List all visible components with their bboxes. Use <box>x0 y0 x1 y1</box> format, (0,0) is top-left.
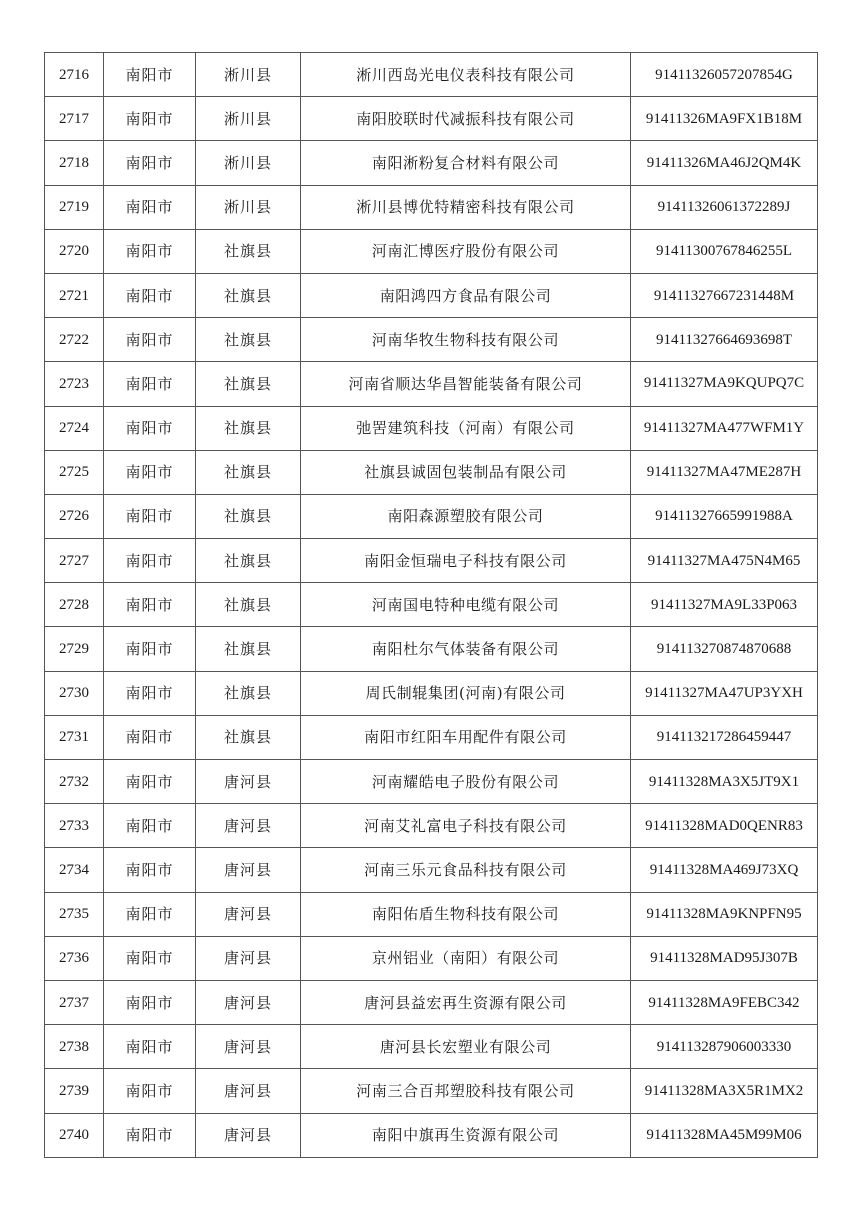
credit-code-cell: 91411328MAD0QENR83 <box>631 804 818 848</box>
table-row <box>45 53 818 97</box>
company-name-cell: 河南华牧生物科技有限公司 <box>301 318 631 362</box>
row-number: 2727 <box>45 539 104 583</box>
county-cell: 唐河县 <box>196 848 301 892</box>
county-cell: 社旗县 <box>196 229 301 273</box>
county-cell: 唐河县 <box>196 804 301 848</box>
credit-code-cell: 914113287906003330 <box>631 1025 818 1069</box>
row-number: 2737 <box>45 980 104 1024</box>
row-number: 2736 <box>45 936 104 980</box>
county-cell: 唐河县 <box>196 892 301 936</box>
county-cell: 社旗县 <box>196 318 301 362</box>
company-name-cell: 唐河县长宏塑业有限公司 <box>301 1025 631 1069</box>
city-cell: 南阳市 <box>104 318 196 362</box>
company-name-cell: 南阳森源塑胶有限公司 <box>301 494 631 538</box>
city-cell: 南阳市 <box>104 848 196 892</box>
county-cell: 唐河县 <box>196 760 301 804</box>
row-number: 2726 <box>45 494 104 538</box>
city-cell: 南阳市 <box>104 53 196 97</box>
table-row <box>45 362 818 406</box>
city-cell: 南阳市 <box>104 450 196 494</box>
table-row <box>45 229 818 273</box>
city-cell: 南阳市 <box>104 539 196 583</box>
table-row <box>45 318 818 362</box>
table-body <box>45 53 818 1158</box>
row-number: 2717 <box>45 97 104 141</box>
company-name-cell: 河南耀皓电子股份有限公司 <box>301 760 631 804</box>
county-cell: 唐河县 <box>196 1025 301 1069</box>
row-number: 2720 <box>45 229 104 273</box>
credit-code-cell: 91411327665991988A <box>631 494 818 538</box>
county-cell: 淅川县 <box>196 97 301 141</box>
table-row <box>45 804 818 848</box>
row-number: 2734 <box>45 848 104 892</box>
credit-code-cell: 91411328MA9FEBC342 <box>631 980 818 1024</box>
city-cell: 南阳市 <box>104 273 196 317</box>
credit-code-cell: 914113217286459447 <box>631 715 818 759</box>
city-cell: 南阳市 <box>104 804 196 848</box>
company-name-cell: 南阳中旗再生资源有限公司 <box>301 1113 631 1157</box>
row-number: 2724 <box>45 406 104 450</box>
city-cell: 南阳市 <box>104 760 196 804</box>
company-name-cell: 唐河县益宏再生资源有限公司 <box>301 980 631 1024</box>
city-cell: 南阳市 <box>104 362 196 406</box>
county-cell: 淅川县 <box>196 185 301 229</box>
city-cell: 南阳市 <box>104 406 196 450</box>
row-number: 2723 <box>45 362 104 406</box>
company-name-cell: 淅川西岛光电仪表科技有限公司 <box>301 53 631 97</box>
county-cell: 唐河县 <box>196 980 301 1024</box>
company-name-cell: 京州铝业（南阳）有限公司 <box>301 936 631 980</box>
company-name-cell: 河南艾礼富电子科技有限公司 <box>301 804 631 848</box>
credit-code-cell: 91411327MA477WFM1Y <box>631 406 818 450</box>
credit-code-cell: 91411327664693698T <box>631 318 818 362</box>
credit-code-cell: 91411328MA9KNPFN95 <box>631 892 818 936</box>
table-row <box>45 715 818 759</box>
company-name-cell: 南阳金恒瑞电子科技有限公司 <box>301 539 631 583</box>
county-cell: 社旗县 <box>196 362 301 406</box>
county-cell: 淅川县 <box>196 53 301 97</box>
credit-code-cell: 91411327MA475N4M65 <box>631 539 818 583</box>
city-cell: 南阳市 <box>104 892 196 936</box>
credit-code-cell: 91411327MA47ME287H <box>631 450 818 494</box>
county-cell: 淅川县 <box>196 141 301 185</box>
table-row <box>45 1025 818 1069</box>
county-cell: 唐河县 <box>196 936 301 980</box>
credit-code-cell: 91411327MA9L33P063 <box>631 583 818 627</box>
county-cell: 社旗县 <box>196 494 301 538</box>
company-name-cell: 周氏制辊集团(河南)有限公司 <box>301 671 631 715</box>
city-cell: 南阳市 <box>104 229 196 273</box>
city-cell: 南阳市 <box>104 494 196 538</box>
city-cell: 南阳市 <box>104 1025 196 1069</box>
credit-code-cell: 91411328MA45M99M06 <box>631 1113 818 1157</box>
table-row <box>45 583 818 627</box>
company-name-cell: 南阳胶联时代减振科技有限公司 <box>301 97 631 141</box>
company-name-cell: 河南国电特种电缆有限公司 <box>301 583 631 627</box>
city-cell: 南阳市 <box>104 583 196 627</box>
table-row <box>45 1113 818 1157</box>
county-cell: 社旗县 <box>196 450 301 494</box>
credit-code-cell: 91411326061372289J <box>631 185 818 229</box>
credit-code-cell: 91411327667231448M <box>631 273 818 317</box>
city-cell: 南阳市 <box>104 627 196 671</box>
credit-code-cell: 91411328MA3X5R1MX2 <box>631 1069 818 1113</box>
table-row <box>45 848 818 892</box>
county-cell: 社旗县 <box>196 406 301 450</box>
table-row <box>45 406 818 450</box>
credit-code-cell: 91411326MA9FX1B18M <box>631 97 818 141</box>
row-number: 2716 <box>45 53 104 97</box>
county-cell: 唐河县 <box>196 1113 301 1157</box>
city-cell: 南阳市 <box>104 980 196 1024</box>
row-number: 2740 <box>45 1113 104 1157</box>
table-row <box>45 273 818 317</box>
city-cell: 南阳市 <box>104 97 196 141</box>
row-number: 2725 <box>45 450 104 494</box>
city-cell: 南阳市 <box>104 141 196 185</box>
table-row <box>45 980 818 1024</box>
company-name-cell: 河南三乐元食品科技有限公司 <box>301 848 631 892</box>
row-number: 2731 <box>45 715 104 759</box>
credit-code-cell: 914113270874870688 <box>631 627 818 671</box>
city-cell: 南阳市 <box>104 185 196 229</box>
company-name-cell: 南阳市红阳车用配件有限公司 <box>301 715 631 759</box>
credit-code-cell: 91411326057207854G <box>631 53 818 97</box>
row-number: 2739 <box>45 1069 104 1113</box>
company-name-cell: 弛罟建筑科技（河南）有限公司 <box>301 406 631 450</box>
row-number: 2728 <box>45 583 104 627</box>
county-cell: 社旗县 <box>196 715 301 759</box>
credit-code-cell: 91411300767846255L <box>631 229 818 273</box>
row-number: 2735 <box>45 892 104 936</box>
credit-code-cell: 91411327MA47UP3YXH <box>631 671 818 715</box>
county-cell: 社旗县 <box>196 273 301 317</box>
city-cell: 南阳市 <box>104 1069 196 1113</box>
company-list-table <box>44 52 818 1158</box>
row-number: 2722 <box>45 318 104 362</box>
table-row <box>45 936 818 980</box>
table-row <box>45 97 818 141</box>
table-row <box>45 671 818 715</box>
row-number: 2732 <box>45 760 104 804</box>
county-cell: 社旗县 <box>196 539 301 583</box>
credit-code-cell: 91411327MA9KQUPQ7C <box>631 362 818 406</box>
city-cell: 南阳市 <box>104 936 196 980</box>
county-cell: 社旗县 <box>196 671 301 715</box>
credit-code-cell: 91411328MAD95J307B <box>631 936 818 980</box>
credit-code-cell: 91411328MA469J73XQ <box>631 848 818 892</box>
row-number: 2719 <box>45 185 104 229</box>
credit-code-cell: 91411328MA3X5JT9X1 <box>631 760 818 804</box>
company-name-cell: 社旗县诚固包装制品有限公司 <box>301 450 631 494</box>
row-number: 2718 <box>45 141 104 185</box>
company-name-cell: 南阳鸿四方食品有限公司 <box>301 273 631 317</box>
row-number: 2721 <box>45 273 104 317</box>
county-cell: 社旗县 <box>196 583 301 627</box>
company-name-cell: 河南省顺达华昌智能装备有限公司 <box>301 362 631 406</box>
city-cell: 南阳市 <box>104 1113 196 1157</box>
company-name-cell: 河南三合百邦塑胶科技有限公司 <box>301 1069 631 1113</box>
company-name-cell: 河南汇博医疗股份有限公司 <box>301 229 631 273</box>
table-row <box>45 892 818 936</box>
table-row <box>45 141 818 185</box>
county-cell: 社旗县 <box>196 627 301 671</box>
company-name-cell: 南阳佑盾生物科技有限公司 <box>301 892 631 936</box>
row-number: 2733 <box>45 804 104 848</box>
table-row <box>45 627 818 671</box>
row-number: 2729 <box>45 627 104 671</box>
row-number: 2738 <box>45 1025 104 1069</box>
city-cell: 南阳市 <box>104 715 196 759</box>
row-number: 2730 <box>45 671 104 715</box>
county-cell: 唐河县 <box>196 1069 301 1113</box>
table-row <box>45 539 818 583</box>
table-row <box>45 1069 818 1113</box>
company-name-cell: 淅川县博优特精密科技有限公司 <box>301 185 631 229</box>
company-name-cell: 南阳淅粉复合材料有限公司 <box>301 141 631 185</box>
credit-code-cell: 91411326MA46J2QM4K <box>631 141 818 185</box>
table-row <box>45 760 818 804</box>
company-name-cell: 南阳杜尔气体装备有限公司 <box>301 627 631 671</box>
city-cell: 南阳市 <box>104 671 196 715</box>
document-page <box>44 52 818 1158</box>
table-row <box>45 185 818 229</box>
table-row <box>45 494 818 538</box>
table-row <box>45 450 818 494</box>
